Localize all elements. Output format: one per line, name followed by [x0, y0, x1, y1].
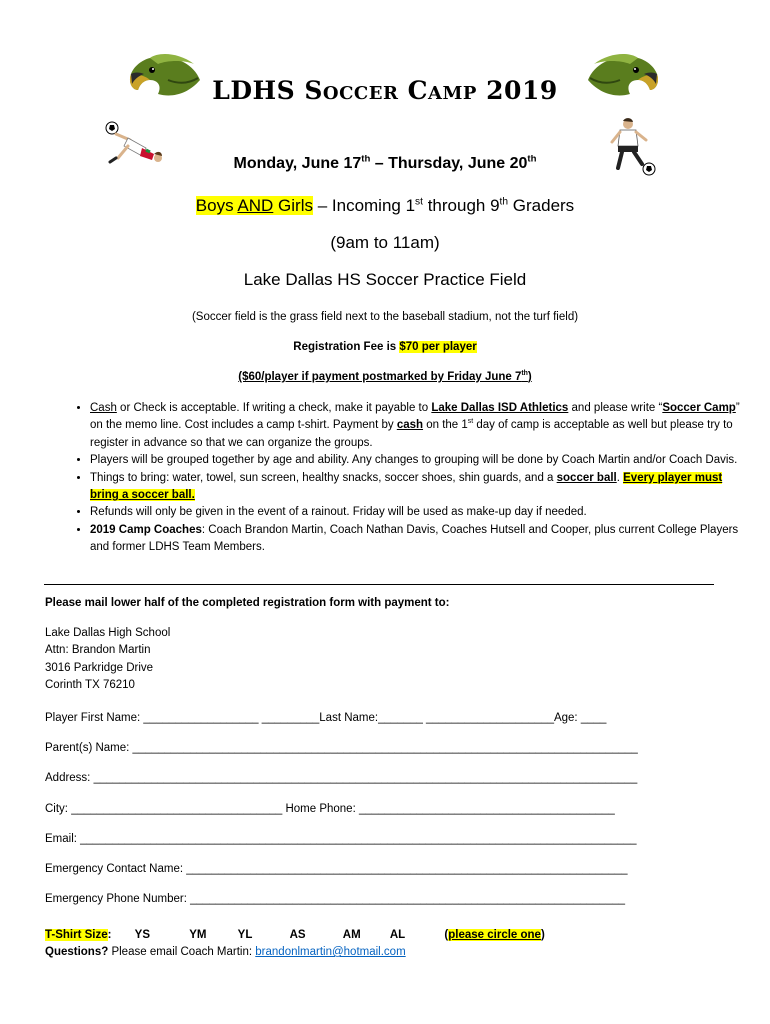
- registration-fee: [0, 341, 770, 353]
- mailing-address: [45, 625, 170, 695]
- boys-and-girls: [196, 196, 313, 215]
- bullet-refunds: • Refunds will only be given in the event of a rainout. Friday will be used as make-up day if needed.: [90, 504, 748, 521]
- payment-suffix: st: [467, 418, 474, 426]
- circle-note: [444, 929, 544, 941]
- bullet-payment: [90, 400, 748, 452]
- grades-text-b: through 9: [422, 196, 500, 215]
- questions-label: Questions?: [45, 946, 109, 958]
- camp-times: (9am to 11am): [330, 233, 440, 252]
- tshirt-size-row: [45, 929, 545, 941]
- bullet-things-to-bring: [90, 470, 748, 505]
- contact-email-link[interactable]: brandonlmartin@hotmail.com: [255, 946, 406, 958]
- size-option[interactable]: AS: [289, 929, 306, 941]
- bullet-coaches: [90, 522, 748, 557]
- page-title: LDHS Soccer Camp 2019: [212, 76, 558, 105]
- fee-amount: $70 per player: [399, 341, 477, 353]
- early-fee: [0, 371, 770, 383]
- camp-location: Lake Dallas HS Soccer Practice Field: [243, 270, 527, 289]
- address-line: Corinth TX 76210: [45, 679, 135, 692]
- questions-line: [45, 946, 406, 958]
- boys-label: Boys: [195, 196, 234, 215]
- payment-text-3: ” on the memo line. Cost includes a camp t-shirt. Payment by: [90, 402, 740, 432]
- grades-suffix-1: st: [415, 196, 423, 208]
- bring-text: Things to bring: water, towel, sun screen, healthy snacks, soccer shoes, shin guards, and a: [90, 471, 557, 484]
- size-option[interactable]: AL: [389, 929, 406, 941]
- tshirt-colon: :: [107, 929, 112, 941]
- size-option[interactable]: AM: [342, 929, 361, 941]
- every-player-note: Every player must bring a soccer ball.: [90, 471, 723, 502]
- address-line: Attn: Brandon Martin: [45, 644, 151, 657]
- and-label: AND: [237, 196, 274, 215]
- tshirt-label: T-Shirt Size: [45, 929, 108, 941]
- address-line: 3016 Parkridge Drive: [45, 661, 154, 674]
- size-option[interactable]: YM: [189, 929, 207, 941]
- address-line: Lake Dallas High School: [45, 627, 171, 639]
- email-field[interactable]: Email: _______________________________________________________________________________________: [45, 833, 637, 845]
- grades-line: [0, 196, 770, 216]
- emergency-phone-field[interactable]: Emergency Phone Number: ____________________________________________________________________: [45, 893, 626, 905]
- info-bullets: [44, 400, 748, 557]
- cash-word-2: cash: [396, 419, 424, 432]
- size-option[interactable]: YS: [134, 929, 151, 941]
- fee-label: Registration Fee is: [293, 341, 400, 353]
- early-fee-close: ): [527, 371, 532, 383]
- city-phone-field[interactable]: City: _________________________________ Home Phone: ________________________________________: [45, 803, 615, 815]
- size-option[interactable]: YL: [237, 929, 253, 941]
- bullet-grouping: • Players will be grouped together by age and ability. Any changes to grouping will be done by Coach Martin and/or Coach Davis.: [90, 452, 748, 469]
- cash-word: Cash: [90, 402, 117, 414]
- emergency-contact-field[interactable]: Emergency Contact Name: _____________________________________________________________________: [45, 863, 628, 875]
- soccer-ball-word: soccer ball: [556, 471, 617, 484]
- parent-name-field[interactable]: Parent(s) Name: _______________________________________________________________________________: [45, 742, 638, 754]
- early-fee-suffix: th: [521, 370, 528, 378]
- circle-instruction: please circle one: [448, 929, 541, 941]
- girls-label: Girls: [278, 196, 313, 215]
- dates-start-suffix: th: [361, 153, 371, 165]
- questions-text: Please email Coach Martin:: [108, 946, 256, 958]
- mail-heading: Please mail lower half of the completed registration form with payment to:: [45, 597, 450, 609]
- player-name-field[interactable]: Player First Name: __________________ _________Last Name:_______ ____________________Age: ____: [45, 712, 607, 724]
- payment-text-4: on the 1: [423, 419, 468, 432]
- memo-text: Soccer Camp: [662, 402, 736, 414]
- circle-open: (: [444, 929, 449, 941]
- payment-text-2: and please write “: [568, 402, 663, 414]
- grades-text-a: – Incoming 1: [312, 196, 416, 215]
- camp-dates: [0, 155, 770, 173]
- circle-close: ): [540, 929, 545, 941]
- cut-line: [44, 584, 714, 585]
- early-fee-text: ($60/player if payment postmarked by Friday June 7: [238, 371, 522, 383]
- grades-suffix-2: th: [499, 196, 509, 208]
- grades-text-c: Graders: [508, 196, 575, 215]
- dates-end-suffix: th: [527, 153, 537, 165]
- dates-start: Monday, June 17: [233, 155, 362, 172]
- address-field[interactable]: Address: _____________________________________________________________________________________: [45, 772, 638, 784]
- payment-text-1: or Check is acceptable. If writing a check, make it payable to: [116, 402, 432, 414]
- payee-name: Lake Dallas ISD Athletics: [431, 402, 569, 414]
- dates-end: – Thursday, June 20: [370, 155, 528, 172]
- bring-dot: .: [616, 471, 624, 484]
- payment-text-5: day of camp is acceptable as well but please try to register in advance so that we can organize the groups.: [90, 419, 733, 449]
- location-note: (Soccer field is the grass field next to the baseball stadium, not the turf field): [191, 311, 579, 323]
- coaches-label: 2019 Camp Coaches: [90, 523, 202, 536]
- coaches-text: : Coach Brandon Martin, Coach Nathan Davis, Coaches Hutsell and Cooper, plus current College Players and former LDHS Team Members.: [90, 523, 739, 554]
